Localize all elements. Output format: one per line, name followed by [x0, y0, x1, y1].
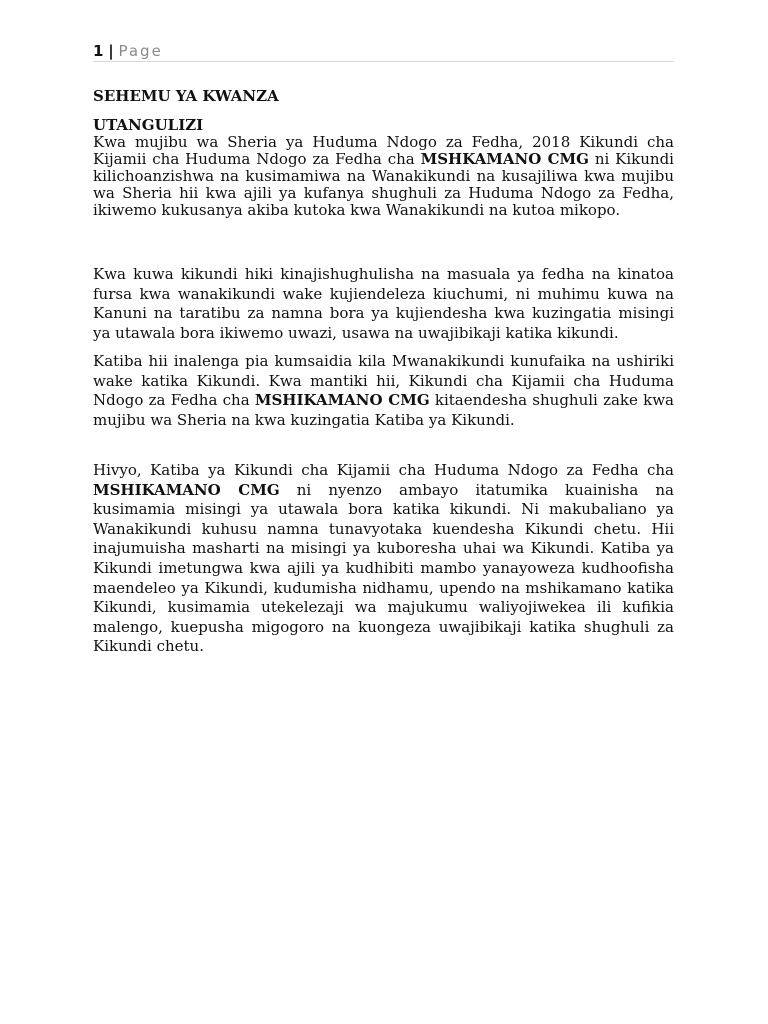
paragraph-4: [93, 461, 674, 657]
page-label: Page: [118, 42, 163, 60]
paragraph-3-text-b: kitaendesha shughuli zake kwa mujibu wa Sheria na kwa kuzingatia Katiba ya Kikundi.: [93, 391, 674, 429]
paragraph-2: Kwa kuwa kikundi hiki kinajishughulisha na masuala ya fedha na kinatoa fursa kwa wanakikundi wake kujiendeleza kiuchumi, ni muhimu kuwa na Kanuni na taratibu za namna bora ya kujiendesha kwa kuzingatia misingi ya utawala bora ikiwemo uwazi, usawa na uwajibikaji katika kikundi.: [93, 265, 674, 342]
paragraph-4-text-a: Hivyo, Katiba ya Kikundi cha Kijamii cha Huduma Ndogo za Fedha cha: [93, 461, 674, 479]
group-name: MSHIKAMANO CMG: [254, 391, 430, 410]
page-number: 1: [93, 42, 104, 60]
paragraph-1-text-b: ni Kikundi kilichoanzishwa na kusimamiwa na Wanakikundi na kusajiliwa kwa mujibu wa Sheria hii kwa ajili ya kufanya shughuli za Huduma Ndogo za Fedha, ikiwemo kukusanya akiba kutoka kwa Wanakikundi na kutoa mikopo.: [93, 150, 674, 219]
page-separator: |: [108, 42, 114, 60]
paragraph-1: [93, 134, 674, 219]
paragraph-1-text-a: Kwa mujibu wa Sheria ya Huduma Ndogo za Fedha, 2018 Kikundi cha Kijamii cha Huduma Ndogo za Fedha cha: [93, 133, 674, 168]
paragraph-4-text-b: ni nyenzo ambayo itatumika kuainisha na kusimamia misingi ya utawala bora katika kikundi. Ni makubaliano ya Wanakikundi kuhusu namna tunavyotaka kuendesha Kikundi chetu. Hii inajumuisha masharti na misingi ya kuboresha uhai wa Kikundi. Katiba ya Kikundi imetungwa kwa ajili ya kudhibiti mambo yanayoweza kudhoofisha maendeleo ya Kikundi, kudumisha nidhamu, upendo na mshikamano katika Kikundi, kusimamia utekelezaji wa majukumu waliyojiwekea ili kufikia malengo, kuepusha migogoro na kuongeza uwajibikaji katika shughuli za Kikundi chetu.: [93, 480, 674, 656]
page-header: [93, 42, 674, 62]
intro-title: UTANGULIZI: [93, 116, 204, 134]
section-title: SEHEMU YA KWANZA: [93, 87, 279, 105]
group-name: MSHIKAMANO CMG: [93, 480, 280, 499]
group-name: MSHKAMANO CMG: [420, 150, 589, 168]
paragraph-3-text-a: Katiba hii inalenga pia kumsaidia kila Mwanakikundi kunufaika na ushiriki wake katika Kikundi. Kwa mantiki hii, Kikundi cha Kijamii cha Huduma Ndogo za Fedha cha: [93, 352, 674, 410]
paragraph-3: [93, 352, 674, 430]
